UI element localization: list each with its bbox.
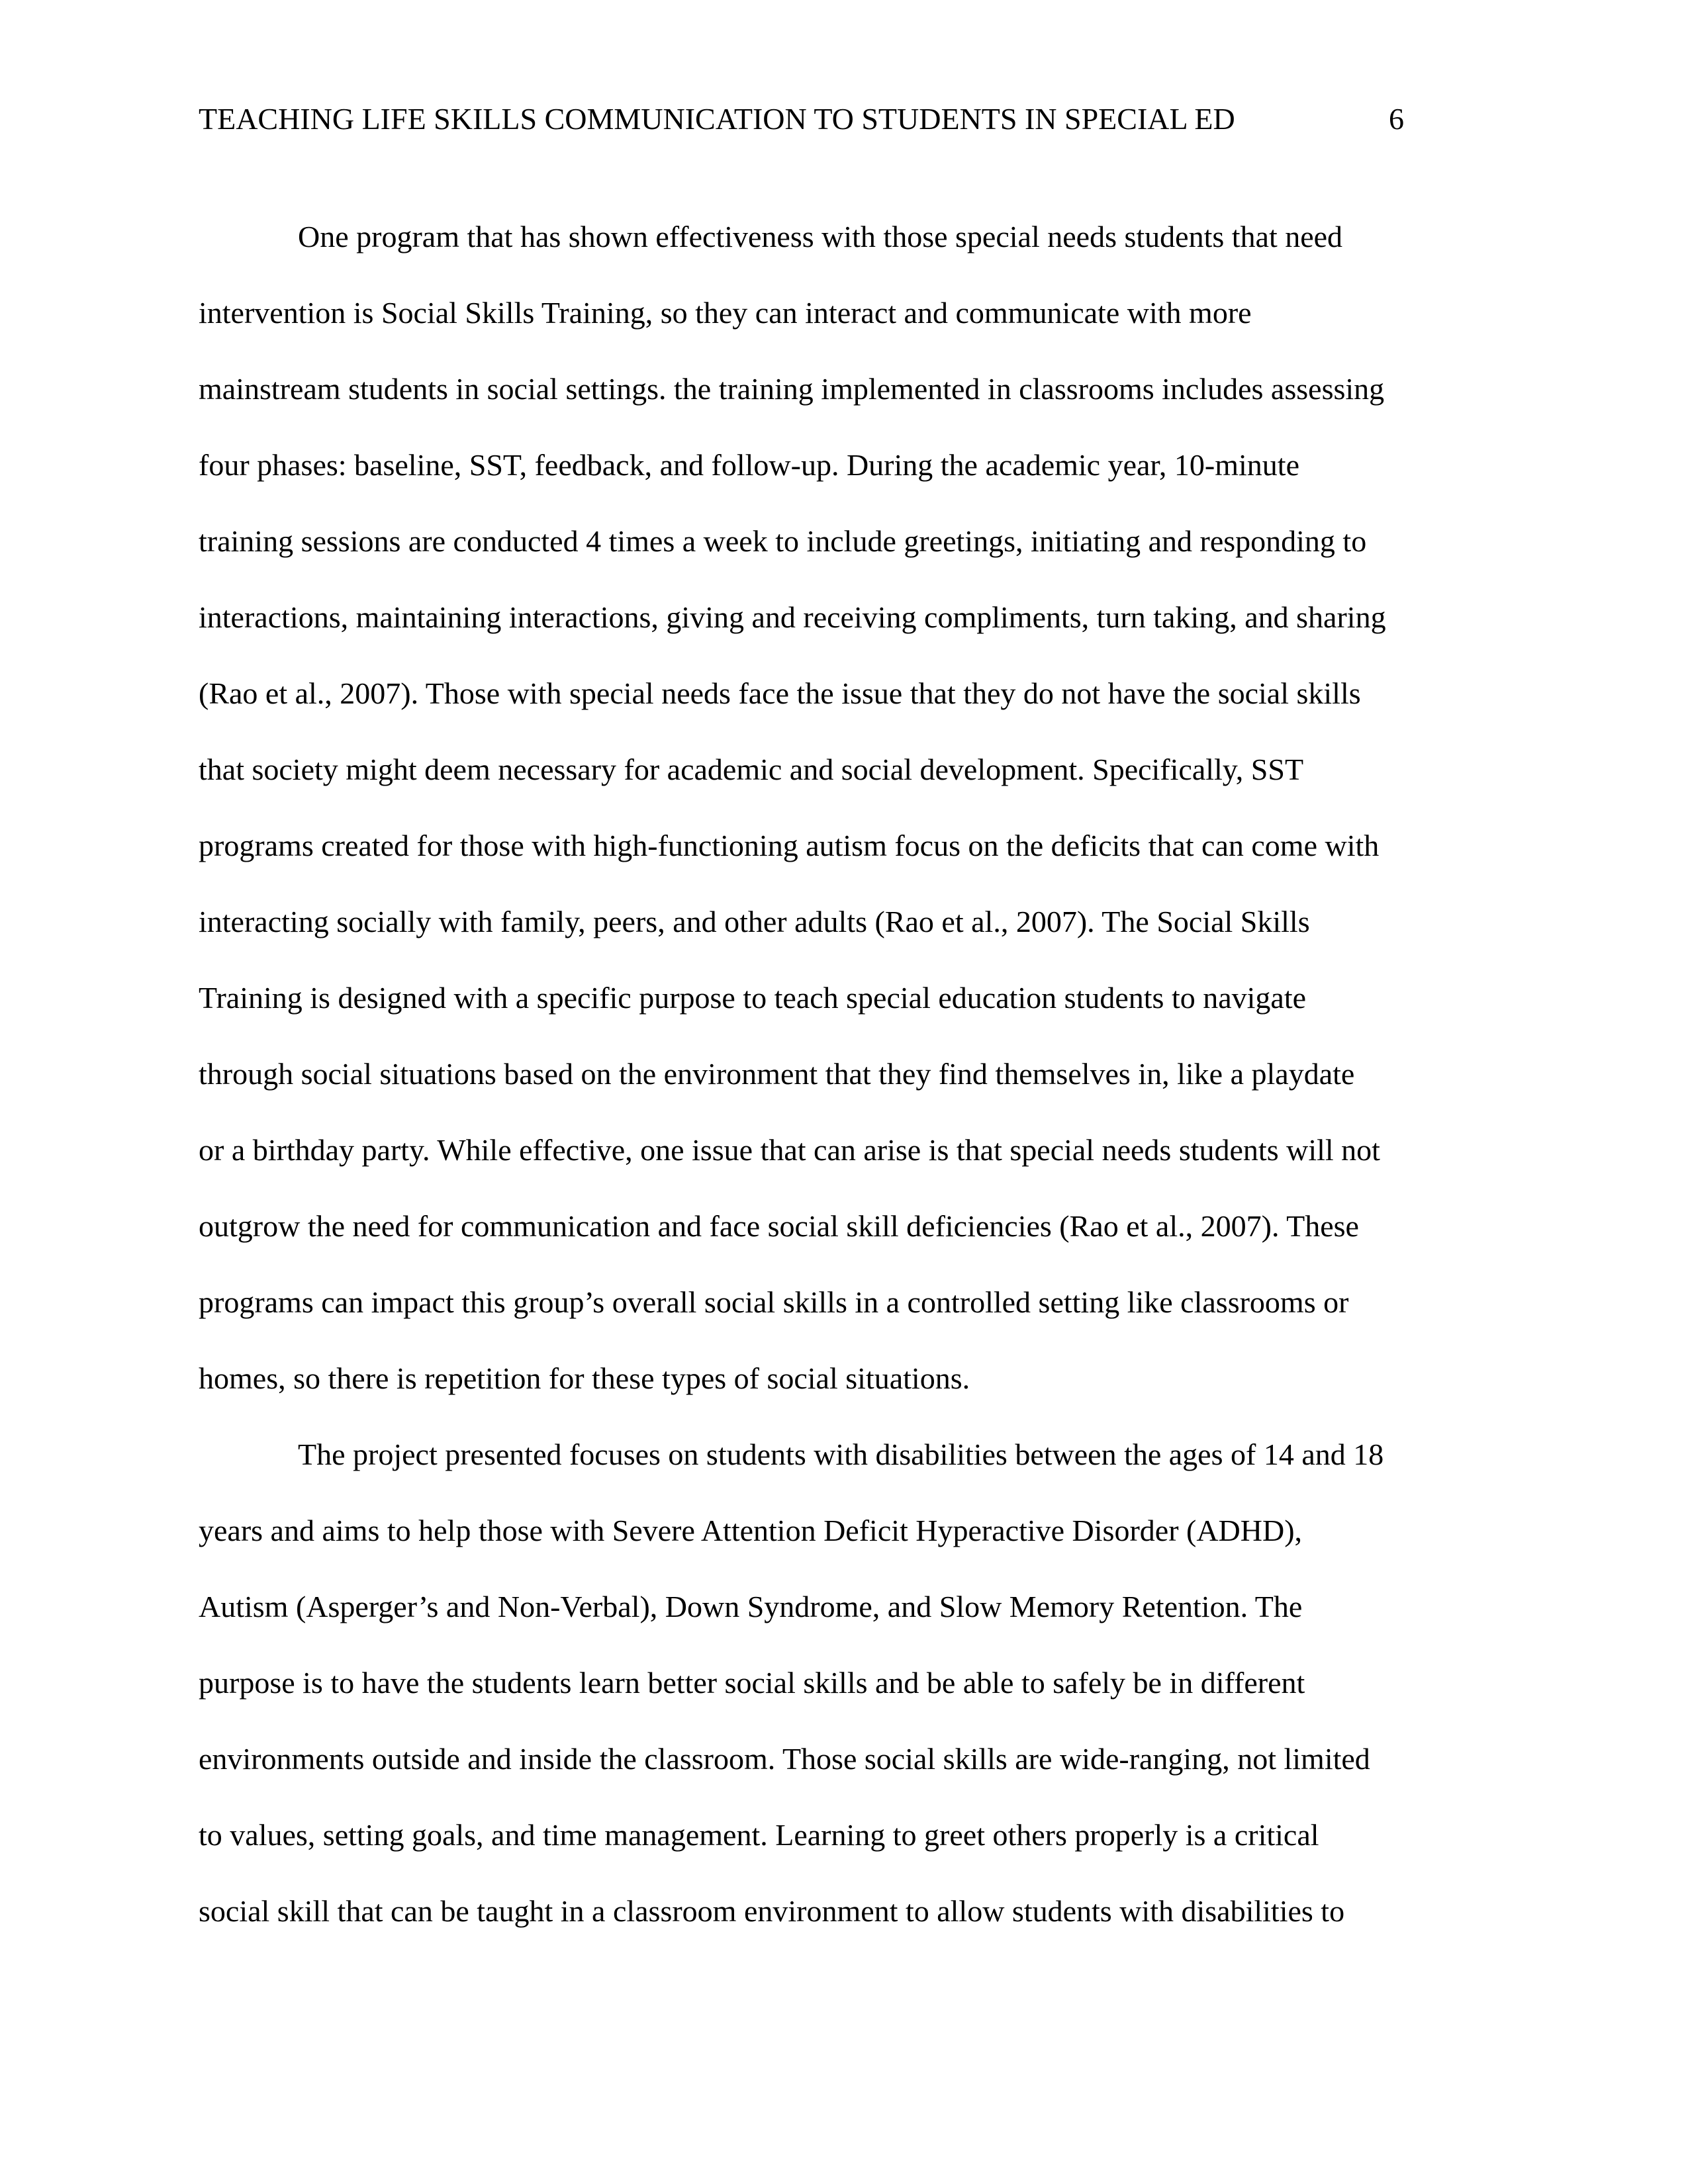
text-line: (Rao et al., 2007). Those with special needs face the issue that they do not have the social skills — [199, 676, 1361, 710]
running-head — [199, 99, 1489, 139]
text-line: interacting socially with family, peers, and other adults (Rao et al., 2007). The Social Skills — [199, 905, 1310, 938]
text-line: through social situations based on the environment that they find themselves in, like a playdate — [199, 1057, 1355, 1091]
text-line: Autism (Asperger’s and Non-Verbal), Down Syndrome, and Slow Memory Retention. The — [199, 1590, 1303, 1623]
text-line: purpose is to have the students learn better social skills and be able to safely be in different — [199, 1666, 1305, 1700]
text-line: social skill that can be taught in a classroom environment to allow students with disabilities to — [199, 1894, 1345, 1928]
text-line: training sessions are conducted 4 times a week to include greetings, initiating and responding to — [199, 524, 1367, 558]
text-line: outgrow the need for communication and face social skill deficiencies (Rao et al., 2007). These — [199, 1209, 1359, 1243]
paragraph-1 — [199, 199, 1496, 1416]
text-line: mainstream students in social settings. the training implemented in classrooms includes assessing — [199, 372, 1385, 406]
body-text — [199, 199, 1496, 1949]
text-line: environments outside and inside the classroom. Those social skills are wide-ranging, not limited — [199, 1742, 1370, 1776]
text-line: The project presented focuses on students with disabilities between the ages of 14 and 18 — [298, 1437, 1384, 1471]
text-line: homes, so there is repetition for these types of social situations. — [199, 1361, 970, 1395]
text-line: intervention is Social Skills Training, so they can interact and communicate with more — [199, 296, 1252, 330]
running-head-title: TEACHING LIFE SKILLS COMMUNICATION TO STUDENTS IN SPECIAL ED — [199, 102, 1235, 136]
text-line: programs can impact this group’s overall social skills in a controlled setting like classrooms or — [199, 1285, 1349, 1319]
text-line: or a birthday party. While effective, one issue that can arise is that special needs students will not — [199, 1133, 1380, 1167]
text-line: four phases: baseline, SST, feedback, and follow-up. During the academic year, 10-minute — [199, 448, 1299, 482]
text-line: that society might deem necessary for academic and social development. Specifically, SST — [199, 752, 1304, 786]
text-line: to values, setting goals, and time management. Learning to greet others properly is a critical — [199, 1818, 1319, 1852]
text-line: programs created for those with high-functioning autism focus on the deficits that can come with — [199, 829, 1380, 862]
text-line: interactions, maintaining interactions, giving and receiving compliments, turn taking, and sharing — [199, 600, 1386, 634]
text-line: One program that has shown effectiveness with those special needs students that need — [298, 220, 1343, 253]
text-line: Training is designed with a specific purpose to teach special education students to navigate — [199, 981, 1307, 1015]
page-number: 6 — [1389, 102, 1404, 136]
text-line: years and aims to help those with Severe Attention Deficit Hyperactive Disorder (ADHD), — [199, 1514, 1303, 1547]
paragraph-2 — [199, 1416, 1496, 1949]
